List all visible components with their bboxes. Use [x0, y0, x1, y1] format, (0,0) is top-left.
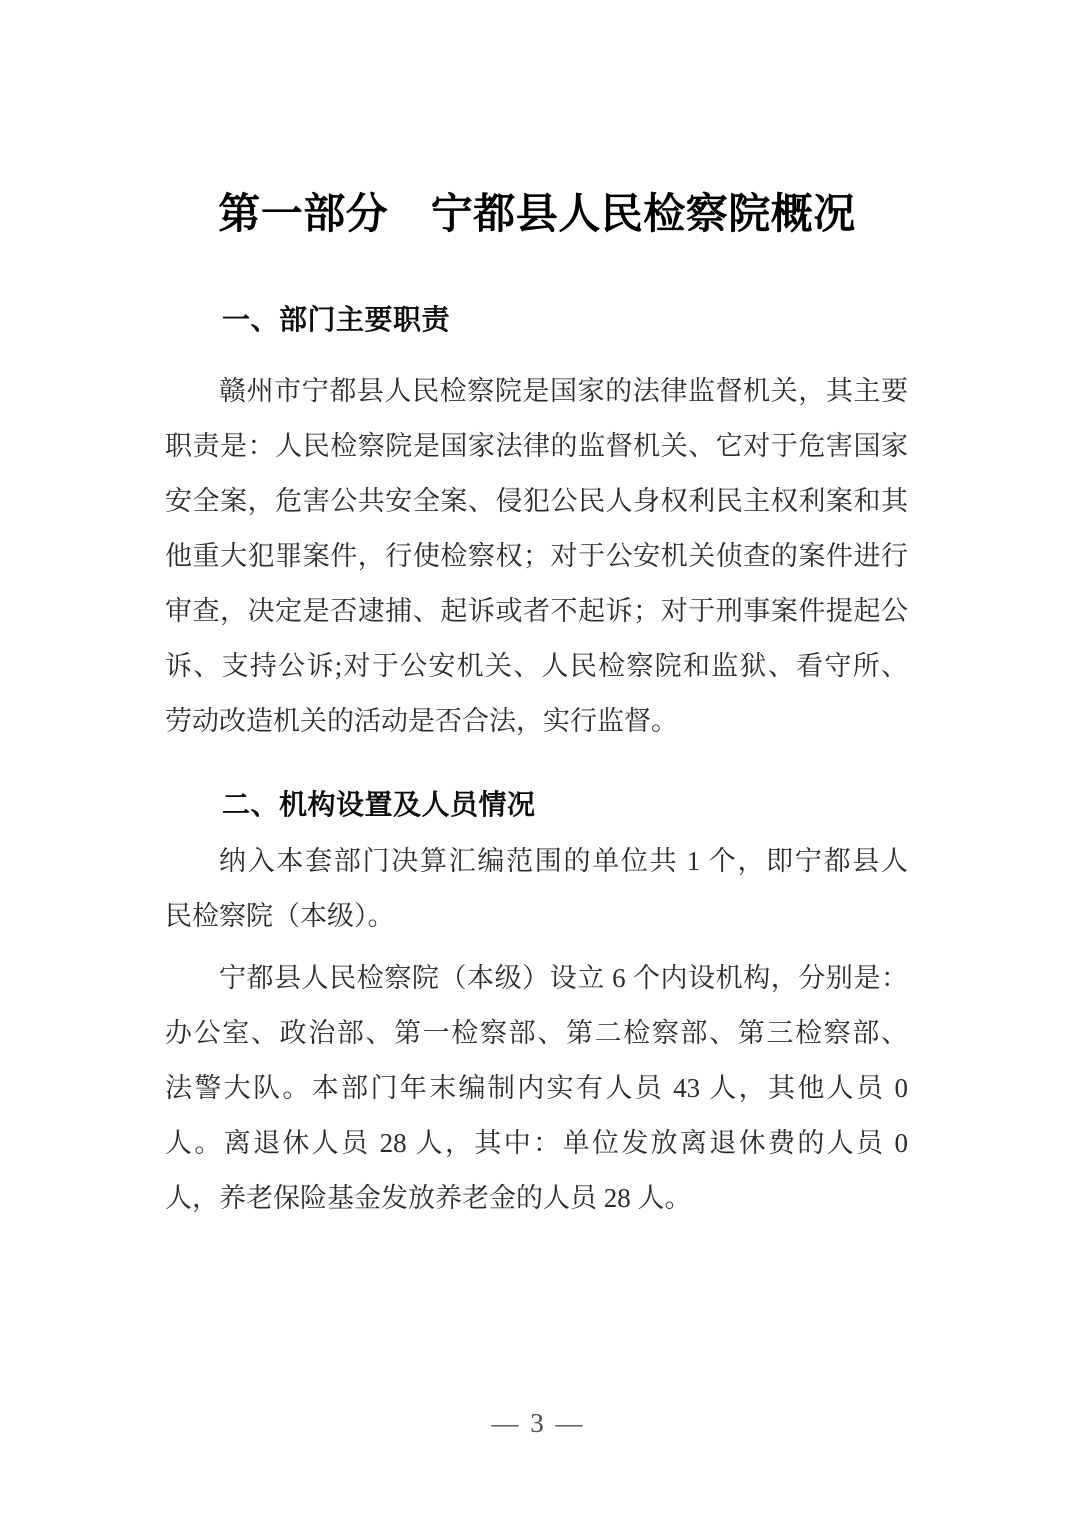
- paragraph-line: 劳动改造机关的活动是否合法，实行监督。: [165, 706, 678, 736]
- paragraph-line: 安全案，危害公共安全案、侵犯公民人身权利民主权利案和其: [165, 486, 908, 516]
- paragraph-line: 民检察院（本级）。: [165, 901, 395, 931]
- paragraph-line: 纳入本套部门决算汇编范围的单位共 1 个，即宁都县人: [219, 846, 908, 876]
- section-1-heading: 一、部门主要职责: [222, 304, 451, 335]
- paragraph-line: 宁都县人民检察院（本级）设立 6 个内设机构，分别是：: [219, 963, 908, 993]
- page-footer: [0, 1406, 1074, 1440]
- paragraph-line: 赣州市宁都县人民检察院是国家的法律监督机关，其主要: [219, 376, 908, 406]
- paragraph-line: 办公室、政治部、第一检察部、第二检察部、第三检察部、: [165, 1018, 908, 1048]
- section-2-paragraph-2: [165, 951, 908, 1226]
- paragraph-line: 人，养老保险基金发放养老金的人员 28 人。: [165, 1183, 692, 1213]
- paragraph-line: 职责是：人民检察院是国家法律的监督机关、它对于危害国家: [165, 431, 908, 461]
- section-2-heading: 二、机构设置及人员情况: [222, 789, 536, 820]
- page-number: — 3 —: [491, 1408, 583, 1438]
- section-2-paragraph-1: [165, 834, 908, 944]
- paragraph-line: 诉、支持公诉;对于公安机关、人民检察院和监狱、看守所、: [165, 651, 908, 681]
- paragraph-line: 法警大队。本部门年末编制内实有人员 43 人，其他人员 0: [165, 1073, 908, 1103]
- section-1-paragraph-1: [165, 364, 908, 749]
- paragraph-line: 他重大犯罪案件，行使检察权；对于公安机关侦查的案件进行: [165, 541, 908, 571]
- document-title: 第一部分 宁都县人民检察院概况: [218, 192, 856, 238]
- paragraph-line: 人。离退休人员 28 人，其中：单位发放离退休费的人员 0: [165, 1128, 908, 1158]
- paragraph-line: 审查，决定是否逮捕、起诉或者不起诉；对于刑事案件提起公: [165, 596, 908, 626]
